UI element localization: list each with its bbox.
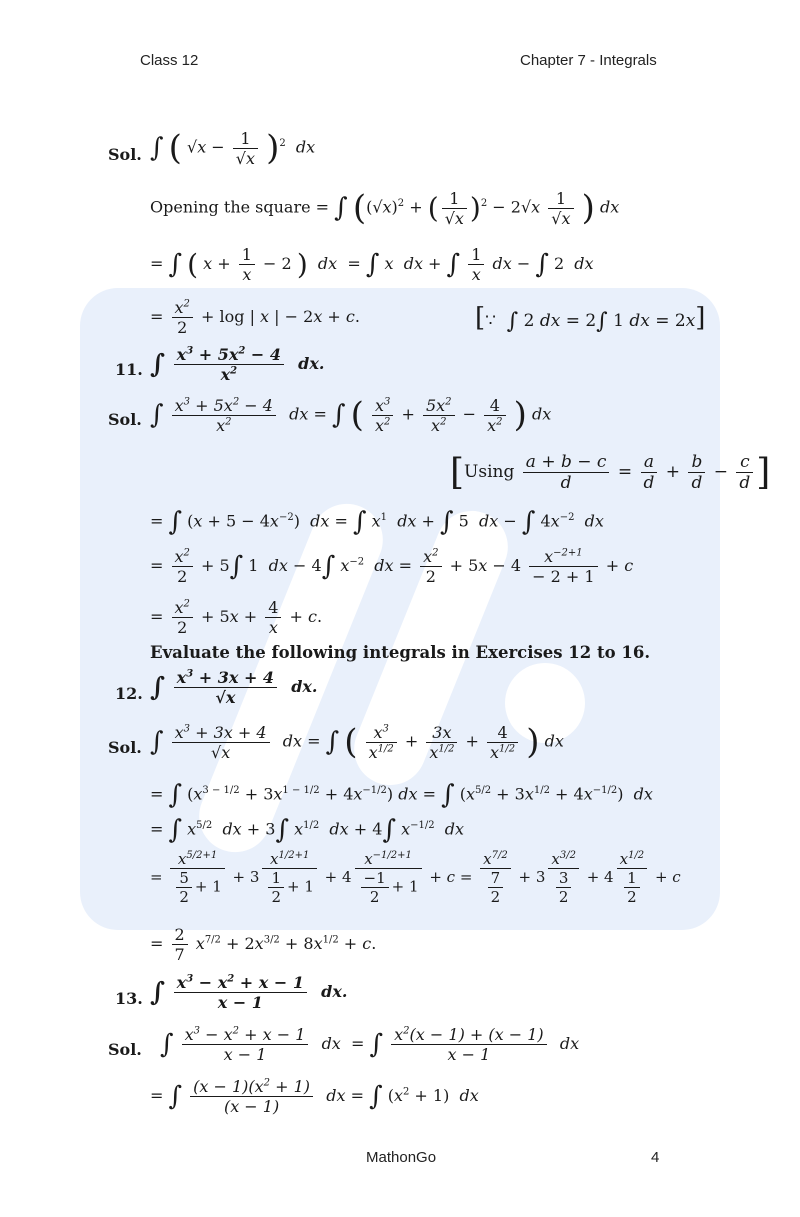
s13-line2: = ∫ $\frac{(x - 1)(x^2 + 1)}{(x - 1)}$ dx = ∫ $(x^2 + 1)$ dx	[150, 1077, 479, 1116]
header-class: Class 12	[140, 52, 199, 69]
s10-problem: ∫ ( √x − $\frac{1}{√x}$ )$^2$ dx	[150, 128, 316, 168]
header-chapter: Chapter 7 - Integrals	[520, 52, 657, 69]
s11-line2: = ∫ $(x + 5 - 4x^{-2})$ dx = ∫ $x^1$ dx + ∫ 5 dx − ∫ $4x^{-2}$ dx	[150, 507, 604, 537]
s10-line3: = $\frac{x^2}{2}$ + log | x | − 2x + c.	[150, 298, 360, 337]
opening-label: Opening the square =	[150, 197, 330, 217]
sol-label: Sol.	[108, 738, 142, 757]
s11-note: [Using $\frac{a + b - c}{d}$ = $\frac{a}{d}$ + $\frac{b}{d}$ − $\frac{c}{d}$ ]	[450, 452, 771, 493]
s10-line2: = ∫ ( x + $\frac{1}{x}$ − 2 ) dx = ∫ x dx + ∫ $\frac{1}{x}$ dx − ∫ 2 dx	[150, 245, 594, 284]
s12-line1: ∫ $\frac{x^3 + 3x + 4}{√x}$ dx = ∫ ( $\frac{x^3}{x^{1/2}}$ + $\frac{3x}{x^{1/2}}$ + $\frac{4}{x^{1/2}}$ ) dx	[150, 722, 564, 762]
exercise-instruction: Evaluate the following integrals in Exercises 12 to 16.	[150, 643, 651, 662]
s11-line3: = $\frac{x^2}{2}$ + 5∫ 1 dx − 4∫ $x^{-2}$ dx = $\frac{x^2}{2}$ + 5x − 4 $\frac{x^{-2+1}}{- 2 + 1}$ + c	[150, 547, 634, 586]
s12-line3: = ∫ $x^{5/2}$ dx + 3∫ $x^{1/2}$ dx + 4∫ $x^{-1/2}$ dx	[150, 815, 465, 845]
s12-line5: = $\frac{2}{7}$ $x^{7/2} + 2x^{3/2} + 8x^{1/2} + c$.	[150, 925, 377, 964]
s12-line2: = ∫ $(x^{3 - 1/2} + 3x^{1 - 1/2} + 4x^{-1/2})$ dx = ∫ $(x^{5/2} + 3x^{1/2} + 4x^{-1/2})$ dx	[150, 780, 653, 810]
question-number-11: 11.	[115, 360, 143, 379]
q13-statement: ∫ $\frac{x^3 - x^2 + x - 1}{x - 1}$ dx.	[150, 973, 348, 1012]
s13-line1: ∫ $\frac{x^3 - x^2 + x - 1}{x - 1}$ dx = ∫ $\frac{x^2(x - 1) + (x - 1)}{x - 1}$ dx	[160, 1025, 580, 1064]
using-label: Using	[464, 462, 515, 482]
sol-label: Sol.	[108, 410, 142, 429]
s12-line4: = $x^{5/2+1}$ $\frac{5}{2}$ + 1 + 3 $x^{1/2+1}$ $\frac{1}{2}$ + 1 + 4 $x^{-1/2+1}$ $\frac{-1}{2}$ + 1 + c = $\frac{x^{7/2}}{\frac{7}{2}}$ + 3 $\frac{x^{3/2}}{\frac{3}{2}}$ + 4 $\frac{x^{1/2}}{\frac{1}{2}}$ + c	[150, 850, 681, 906]
sol-label: Sol.	[108, 1040, 142, 1059]
s11-line1: ∫ $\frac{x^3 + 5x^2 - 4}{x^2}$ dx = ∫ ( $\frac{x^3}{x^2}$ + $\frac{5x^2}{x^2}$ − $\frac{4}{x^2}$ ) dx	[150, 395, 552, 435]
s11-line4: = $\frac{x^2}{2}$ + 5x + $\frac{4}{x}$ + c.	[150, 598, 323, 637]
q12-statement: ∫ $\frac{x^3 + 3x + 4}{√x}$ dx.	[150, 668, 318, 707]
s10-open-line: Opening the square = ∫ ($(√x)^2$ + ( $\frac{1}{√x}$ )$^2$ − 2√x $\frac{1}{√x}$ ) dx	[150, 188, 620, 228]
question-number-12: 12.	[115, 684, 143, 703]
footer-brand: MathonGo	[366, 1149, 437, 1166]
s10-note: [∵ ∫ 2 dx = 2∫ 1 dx = 2x]	[475, 303, 706, 334]
sol-label: Sol.	[108, 145, 142, 164]
q11-statement: ∫ $\frac{x^3 + 5x^2 - 4}{x^2}$ dx.	[150, 345, 325, 384]
question-number-13: 13.	[115, 989, 143, 1008]
page-number: 4	[651, 1149, 660, 1166]
